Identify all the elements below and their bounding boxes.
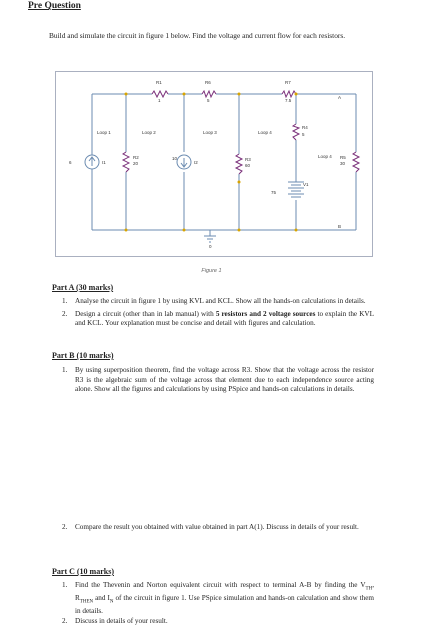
list-item: 1. Find the Thevenin and Norton equivalent circuit with respect to terminal A-B by finding the $V_{TH}$, $R_{THEN}$ and $I_N$ of the circuit in figure 1. Use PSpice simulation and hands-on calculation and show them in details. (62, 581, 374, 616)
part-b-heading: Part B (10 marks) (52, 351, 114, 360)
node-a-label: A (338, 95, 342, 100)
r2-value: 20 (133, 161, 139, 166)
part-b-list-2 (62, 523, 374, 533)
r4-value: 5 (302, 132, 305, 137)
v1-battery-icon (288, 182, 304, 197)
i2-value: 10 (172, 156, 178, 161)
list-item: 2. Design a circuit (other than in lab manual) with 5 resistors and 2 voltage sources to explain the KVL and KCL. Your explanation must be concise and detail with figures and calculation. (62, 309, 374, 328)
part-c-list (62, 581, 374, 626)
figure-caption: Figure 1 (201, 268, 222, 274)
r7-symbol (282, 91, 296, 97)
node-b-label: B (338, 224, 342, 229)
r1-value: 1 (158, 98, 161, 103)
i1-value: 6 (69, 160, 72, 165)
r2-symbol (123, 152, 129, 172)
r3-value: 60 (245, 163, 251, 168)
part-b-list-1 (62, 366, 374, 395)
r5-value: 30 (340, 161, 346, 166)
loop2-label: Loop 2 (142, 130, 156, 135)
r6-symbol (202, 91, 216, 97)
r3-label: R3 (245, 157, 251, 162)
list-item: 2. Discuss in details of your result. (62, 616, 168, 625)
circuit-figure (55, 71, 373, 257)
loop4-label: Loop 4 (258, 130, 272, 135)
intro-text: Build and simulate the circuit in figure 1 below. Find the voltage and current flow for each resistors. (49, 31, 346, 40)
i2-label: I2 (194, 160, 198, 165)
page-title: Pre Question (28, 1, 81, 11)
i1-label: I1 (102, 160, 106, 165)
list-item: 1. Analyse the circuit in figure 1 by using KVL and KCL. Show all the hands-on calculations in details. (62, 297, 366, 305)
r1-label: R1 (156, 80, 162, 85)
r5-symbol (353, 152, 359, 172)
r6-label: R6 (205, 80, 211, 85)
ground-label: 0 (209, 244, 212, 249)
loop4b-label: Loop 4 (318, 154, 332, 159)
list-item: 2. Compare the result you obtained with value obtained in part A(1). Discuss in details of your result. (62, 523, 359, 531)
part-a-list (62, 297, 374, 329)
v1-value: 75 (271, 190, 277, 195)
list-item: 1. By using superposition theorem, find the voltage across R3. Show that the voltage across the resistor R3 is the algebraic sum of the voltage across that element due to each independence source acting alone. Show all the figures and calculations by using PSpice and hands-on calculations in details. (62, 366, 374, 394)
r1-symbol (152, 91, 168, 97)
r6-value: 5 (207, 98, 210, 103)
r7-value: 7.5 (285, 98, 292, 103)
ground-icon (204, 230, 216, 242)
circuit-diagram (56, 72, 372, 256)
part-c-heading: Part C (10 marks) (52, 567, 114, 576)
v1-label: V1 (303, 182, 309, 187)
r7-label: R7 (285, 80, 291, 85)
r2-label: R2 (133, 155, 139, 160)
r4-symbol (293, 124, 299, 140)
r3-symbol (236, 154, 242, 174)
part-a-heading: Part A (30 marks) (52, 283, 114, 292)
loop3-label: Loop 3 (203, 130, 217, 135)
r4-label: R4 (302, 125, 308, 130)
r5-label: R5 (340, 155, 346, 160)
loop1-label: Loop 1 (97, 130, 111, 135)
